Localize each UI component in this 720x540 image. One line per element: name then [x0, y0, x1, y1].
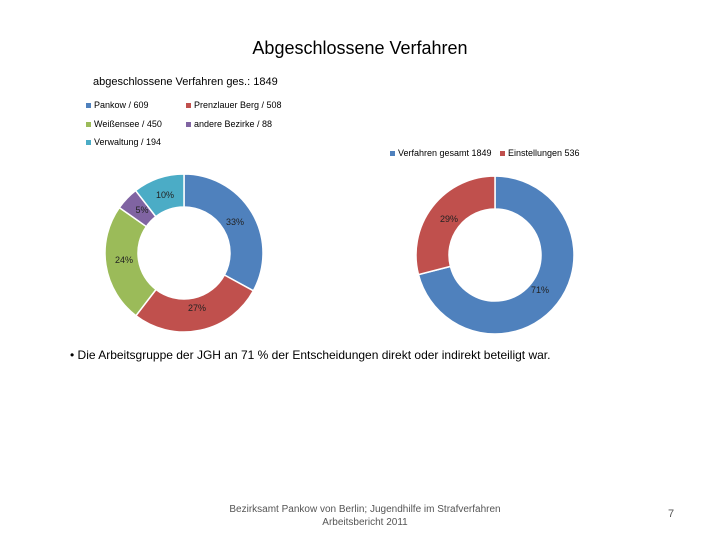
legend-label: Prenzlauer Berg / 508: [194, 100, 282, 110]
slice-percent-label: 33%: [225, 217, 245, 227]
footer-source: Bezirksamt Pankow von Berlin; Jugendhilfe im Strafverfahren Arbeitsbericht 2011: [229, 504, 501, 528]
page-number: 7: [668, 508, 675, 520]
legend-label: Weißensee / 450: [94, 119, 162, 129]
slice-percent-label: 27%: [187, 303, 207, 313]
slice-percent-label: 29%: [439, 214, 459, 224]
legend-label: Einstellungen 536: [508, 148, 580, 158]
slice-percent-label: 10%: [155, 190, 175, 200]
bullet-text: • Die Arbeitsgruppe der JGH an 71 % der Entscheidungen direkt oder indirekt beteiligt war.: [70, 348, 551, 362]
slide-title: Abgeschlossene Verfahren: [252, 38, 468, 58]
chart-subtitle: abgeschlossene Verfahren ges.: 1849: [93, 76, 278, 88]
legend-label: andere Bezirke / 88: [194, 119, 273, 129]
slice-percent-label: 5%: [135, 205, 149, 215]
legend-label: Pankow / 609: [94, 100, 149, 110]
donut-slice: [184, 174, 263, 291]
slice-percent-label: 24%: [114, 255, 134, 265]
legend-label: Verwaltung / 194: [94, 137, 162, 147]
legend-label: Verfahren gesamt 1849: [398, 148, 492, 158]
slice-percent-label: 71%: [530, 285, 550, 295]
donut-slice: [416, 176, 495, 275]
